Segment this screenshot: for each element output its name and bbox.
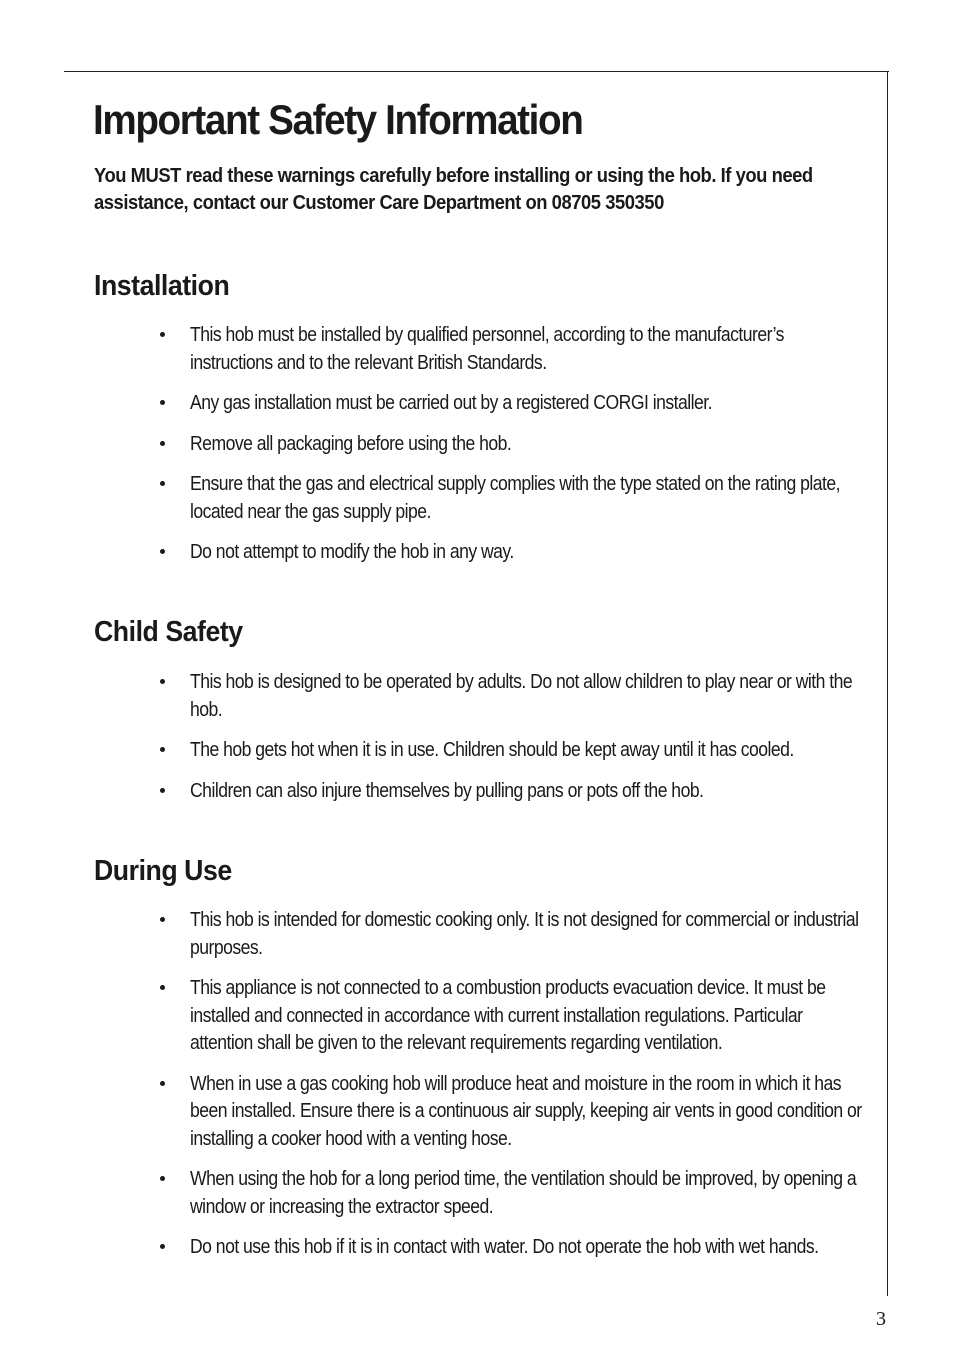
- bullet-icon: [160, 332, 165, 337]
- during-use-list: [190, 907, 868, 1275]
- section-heading-child-safety: Child Safety: [94, 616, 243, 648]
- side-rule: [887, 71, 888, 1296]
- list-item: Children can also injure themselves by pulling pans or pots off the hob.: [190, 778, 868, 806]
- bullet-icon: [160, 679, 165, 684]
- list-item: When in use a gas cooking hob will produce heat and moisture in the room in which it has been installed. Ensure there is a continuous air supply, keeping air vents in good condition or installing a cooker hood with a venting hose.: [190, 1071, 868, 1154]
- bullet-icon: [160, 788, 165, 793]
- bullet-icon: [160, 917, 165, 922]
- bullet-icon: [160, 441, 165, 446]
- list-item: Ensure that the gas and electrical supply complies with the type stated on the rating plate, located near the gas supply pipe.: [190, 471, 868, 526]
- bullet-icon: [160, 1081, 165, 1086]
- section-heading-installation: Installation: [94, 270, 230, 302]
- bullet-icon: [160, 400, 165, 405]
- list-item: When using the hob for a long period time, the ventilation should be improved, by opening a window or increasing the extractor speed.: [190, 1166, 868, 1221]
- list-item: Do not attempt to modify the hob in any way.: [190, 539, 868, 567]
- bullet-icon: [160, 747, 165, 752]
- list-item: Remove all packaging before using the hob.: [190, 431, 868, 459]
- list-item: Do not use this hob if it is in contact with water. Do not operate the hob with wet hands.: [190, 1234, 868, 1262]
- child-safety-list: [190, 669, 868, 818]
- list-item: Any gas installation must be carried out by a registered CORGI installer.: [190, 390, 868, 418]
- list-item: This hob is designed to be operated by adults. Do not allow children to play near or with the hob.: [190, 669, 868, 724]
- list-item: This hob is intended for domestic cooking only. It is not designed for commercial or industrial purposes.: [190, 907, 868, 962]
- bullet-icon: [160, 481, 165, 486]
- bullet-icon: [160, 1176, 165, 1181]
- list-item: This appliance is not connected to a combustion products evacuation device. It must be installed and connected in accordance with current installation regulations. Particular attention shall be given to the relevant requirements regarding ventilation.: [190, 975, 868, 1058]
- bullet-icon: [160, 1244, 165, 1249]
- section-heading-during-use: During Use: [94, 855, 232, 887]
- bullet-icon: [160, 549, 165, 554]
- page-number: 3: [876, 1308, 886, 1330]
- installation-list: [190, 322, 868, 580]
- intro-warning: You MUST read these warnings carefully before installing or using the hob. If you need assistance, contact our Customer Care Department on 08705 350350: [94, 165, 813, 214]
- page-title: Important Safety Information: [93, 96, 583, 143]
- top-rule: [64, 71, 889, 72]
- bullet-icon: [160, 985, 165, 990]
- list-item: This hob must be installed by qualified personnel, according to the manufacturer’s instructions and to the relevant British Standards.: [190, 322, 868, 377]
- list-item: The hob gets hot when it is in use. Children should be kept away until it has cooled.: [190, 737, 868, 765]
